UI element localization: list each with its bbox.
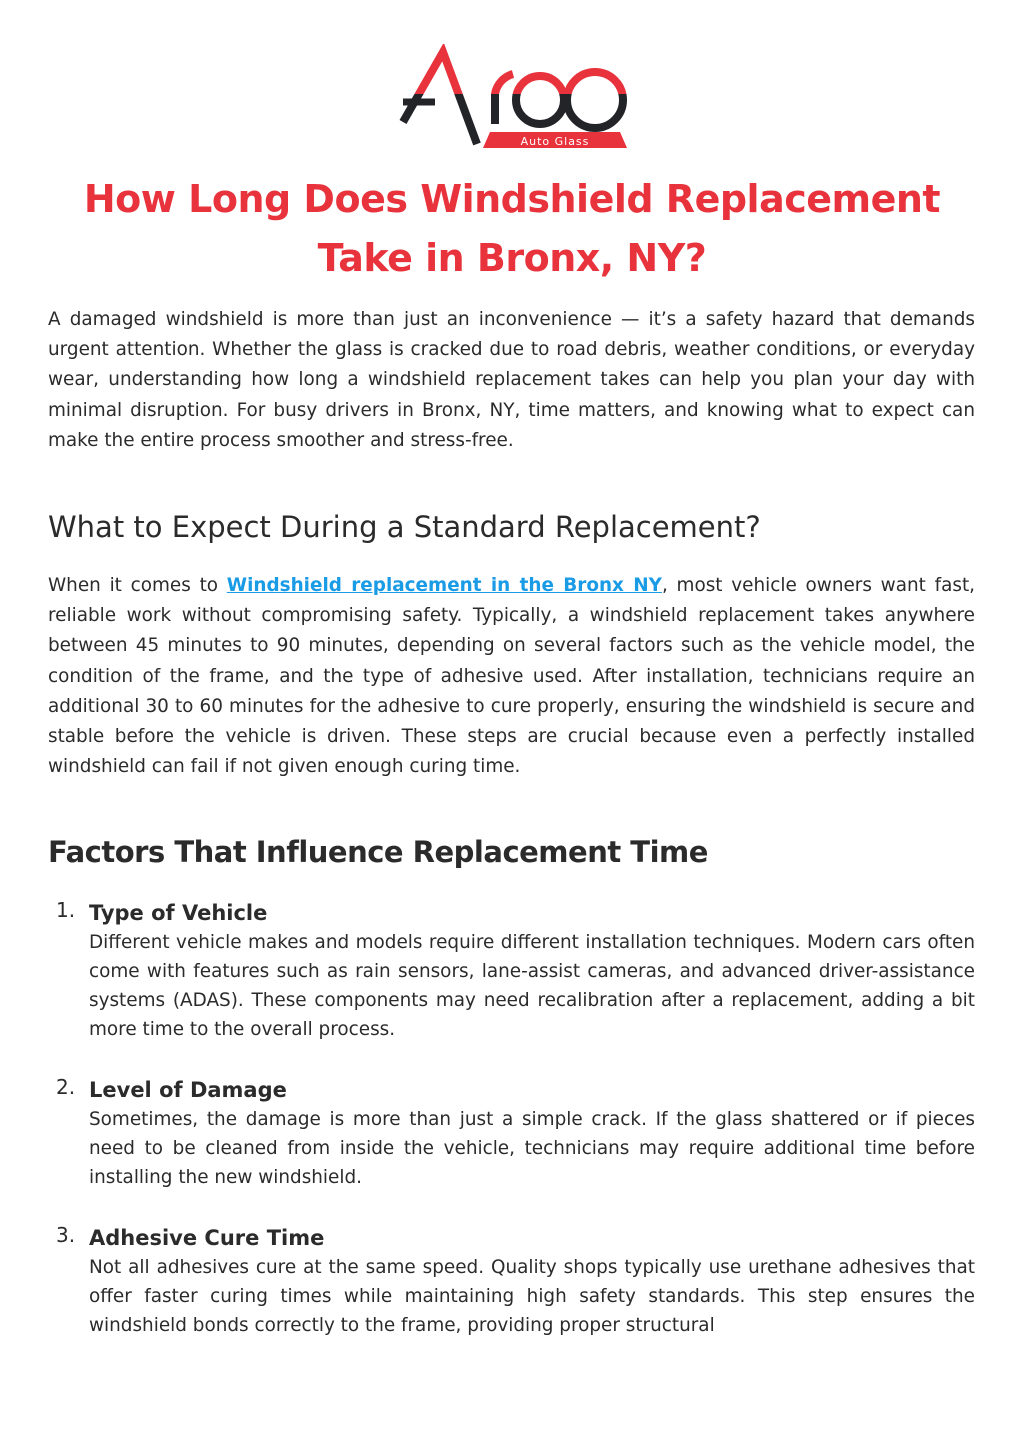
list-item-text: Different vehicle makes and models require different installation techniques. Modern cars often come with features such as rain sensors, lane-assist cameras, and advanced driver-assistance systems (ADAS). These components may need recalibration after a replacement, adding a bit more time to the overall process. [89,932,975,1040]
text: When it comes to [48,575,227,596]
list-item-text: Not all adhesives cure at the same speed. Quality shops typically use urethane adhesives that offer faster curing times while maintaining high safety standards. This step ensures the windshield bonds correctly to the frame, providing proper structural [89,1257,975,1336]
section-heading-expect: What to Expect During a Standard Replacement? [48,510,761,544]
list-number: 1. [56,898,76,922]
list-number: 2. [56,1075,76,1099]
section-heading-factors: Factors That Influence Replacement Time [48,835,708,869]
text: , most vehicle owners want fast, reliable work without compromising safety. Typically, a windshield replacement takes anywhere between 45 minutes to 90 minutes, depending on several factors such as the vehicle model, the condition of the frame, and the type of adhesive used. After installation, technicians require an additional 30 to 60 minutes for the adhesive to cure properly, ensuring the windshield is secure and stable before the vehicle is driven. These steps are crucial because even a perfectly installed windshield can fail if not given enough curing time. [48,575,975,778]
windshield-replacement-link[interactable]: Windshield replacement in the Bronx NY [226,575,662,596]
list-item-title: Type of Vehicle [89,901,268,925]
svg-text:Auto Glass: Auto Glass [520,135,590,148]
section-paragraph-expect [48,571,975,782]
list-item-title: Adhesive Cure Time [89,1226,325,1250]
page-title: How Long Does Windshield Replacement Take in Bronx, NY? [83,177,941,280]
intro-paragraph: A damaged windshield is more than just an inconvenience — it’s a safety hazard that demands urgent attention. Whether the glass is cracked due to road debris, weather conditions, or everyday wear, understanding how long a windshield replacement takes can help you plan your day with minimal disruption. For busy drivers in Bronx, NY, time matters, and knowing what to expect can make the entire process smoother and stress-free. [48,309,975,451]
list-number: 3. [56,1223,76,1247]
list-item-text: Sometimes, the damage is more than just a simple crack. If the glass shattered or if pieces need to be cleaned from inside the vehicle, technicians may require additional time before installing the new windshield. [89,1109,975,1188]
list-item-title: Level of Damage [89,1078,287,1102]
arco-logo [395,44,630,154]
